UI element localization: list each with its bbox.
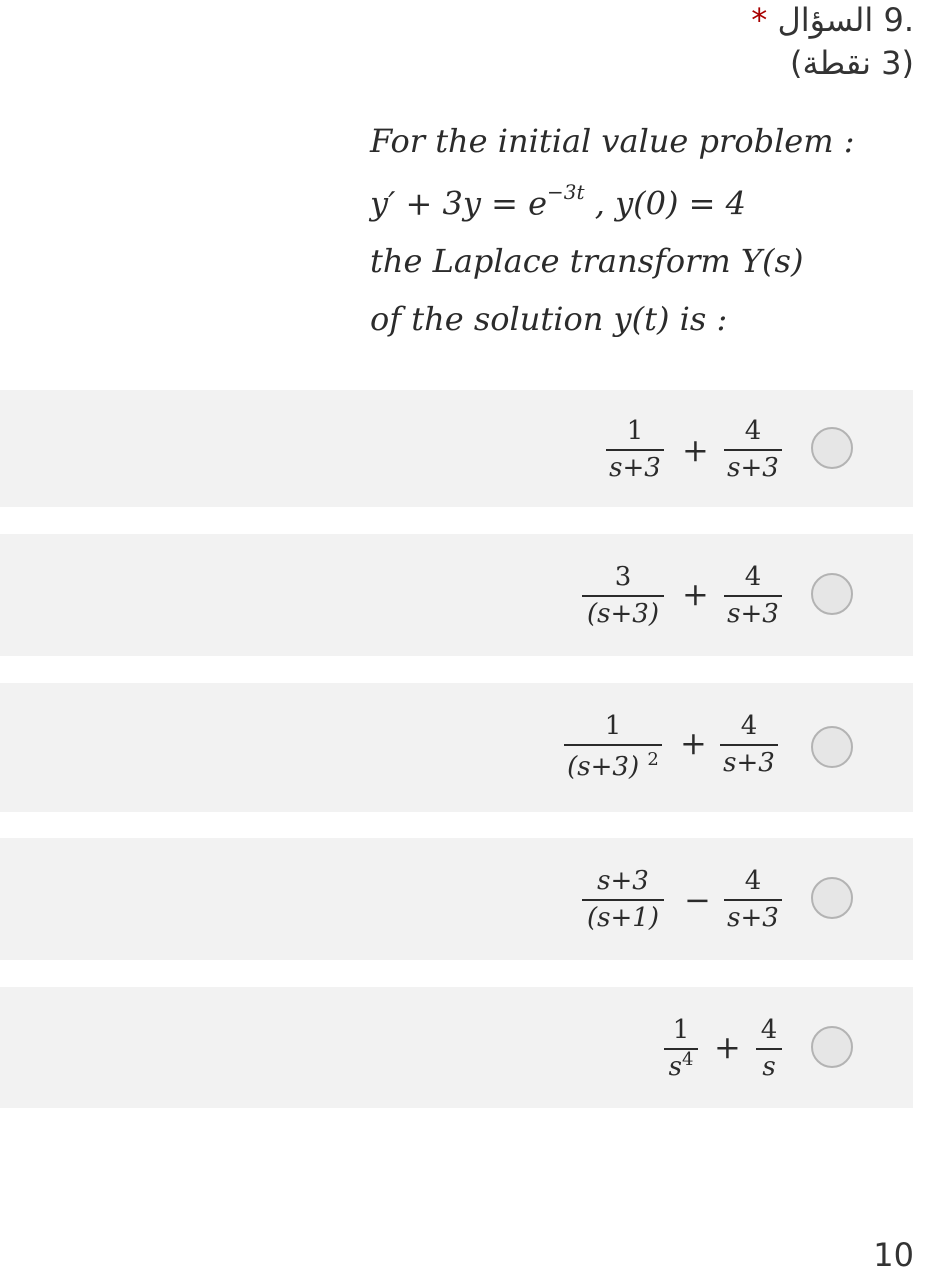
next-question-peek: 10 [873, 1236, 914, 1274]
fraction-denominator: (s+1) [587, 903, 659, 933]
option-radio-button[interactable] [811, 573, 853, 615]
fraction-numerator: s+3 [597, 866, 649, 896]
equation-exponent: −3t [547, 180, 585, 204]
question-title [745, 0, 914, 40]
question-points: (3 نقطة) [790, 44, 914, 82]
fraction-bar [606, 449, 664, 451]
operator: + [682, 575, 709, 613]
fraction-bar [582, 899, 664, 901]
fraction-denominator: s+3 [609, 453, 661, 483]
stem-line-4: of the solution y(t) is : [370, 300, 728, 338]
fraction-1 [664, 1015, 698, 1085]
fraction-2 [756, 1015, 782, 1085]
fraction-numerator: 4 [744, 866, 762, 896]
answer-option[interactable] [0, 390, 913, 507]
answer-option[interactable] [0, 534, 913, 656]
denominator-exponent: 4 [681, 1049, 694, 1070]
equation-lhs: y′ + 3y = e [370, 184, 548, 223]
fraction-numerator: 1 [604, 711, 622, 741]
fraction-numerator: 4 [744, 562, 762, 592]
fraction-bar [720, 744, 778, 746]
option-radio-button[interactable] [811, 427, 853, 469]
answer-option[interactable] [0, 987, 913, 1108]
question-number-title: .9 السؤال [777, 1, 914, 39]
answer-option[interactable] [0, 838, 913, 960]
required-mark: * [751, 1, 768, 39]
fraction-denominator: s+3 [723, 748, 775, 778]
fraction-numerator: 4 [744, 416, 762, 446]
option-radio-button[interactable] [811, 877, 853, 919]
fraction-1 [606, 416, 664, 486]
fraction-bar [564, 744, 662, 746]
fraction-denominator: $s^4$ [668, 1049, 694, 1082]
denominator-exponent: 2 [647, 749, 659, 770]
operator: + [680, 724, 707, 762]
fraction-2 [720, 711, 778, 781]
fraction-denominator: s+3 [727, 599, 779, 629]
equation-initial-condition: , y(0) = 4 [584, 184, 746, 223]
stem-line-3: the Laplace transform Y(s) [370, 242, 804, 280]
fraction-numerator: 3 [614, 562, 632, 592]
operator: − [684, 881, 711, 919]
fraction-1 [564, 711, 662, 787]
fraction-numerator: 1 [626, 416, 644, 446]
fraction-bar [756, 1048, 782, 1050]
fraction-numerator: 1 [672, 1015, 690, 1045]
stem-line-2 [370, 180, 746, 223]
fraction-2 [724, 866, 782, 936]
fraction-bar [582, 595, 664, 597]
option-radio-button[interactable] [811, 726, 853, 768]
fraction-2 [724, 562, 782, 632]
fraction-numerator: 4 [760, 1015, 778, 1045]
fraction-1 [582, 866, 664, 936]
answer-option[interactable] [0, 683, 913, 812]
fraction-denominator: (s+3) $^2$ [567, 749, 659, 782]
fraction-denominator: (s+3) [587, 599, 659, 629]
option-radio-button[interactable] [811, 1026, 853, 1068]
fraction-denominator: s+3 [727, 903, 779, 933]
fraction-bar [724, 595, 782, 597]
fraction-1 [582, 562, 664, 632]
question-header [745, 0, 914, 84]
fraction-bar [724, 449, 782, 451]
stem-line-1: For the initial value problem : [370, 122, 855, 160]
operator: + [714, 1028, 741, 1066]
fraction-denominator: s [762, 1052, 776, 1082]
fraction-denominator: s+3 [727, 453, 779, 483]
fraction-bar [724, 899, 782, 901]
fraction-2 [724, 416, 782, 486]
fraction-numerator: 4 [740, 711, 758, 741]
operator: + [682, 431, 709, 469]
